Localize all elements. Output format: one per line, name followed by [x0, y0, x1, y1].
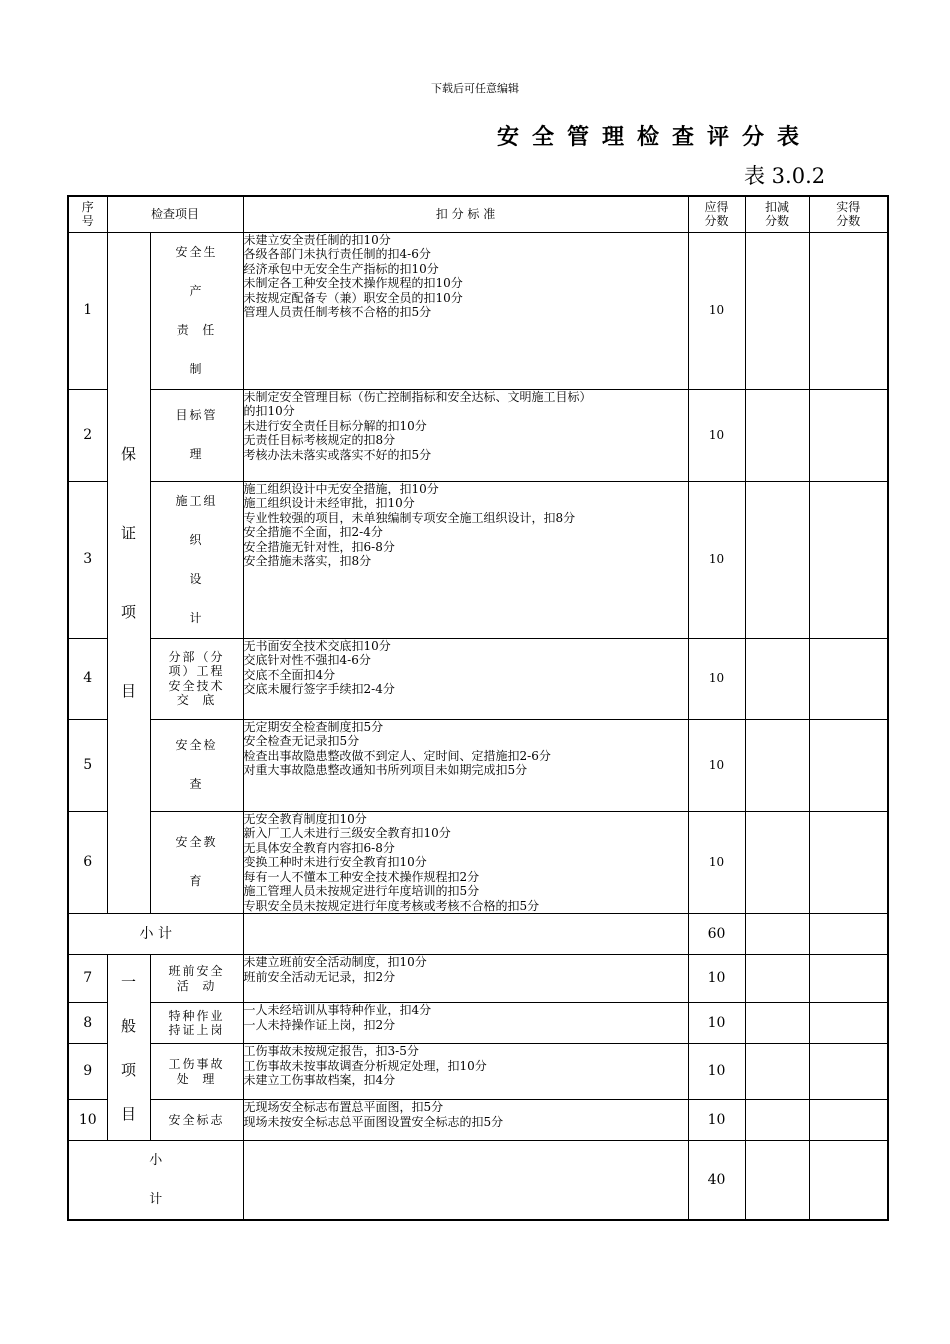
- group-label-char: 证: [120, 523, 136, 542]
- row-seq: 1: [68, 232, 107, 389]
- check-item-name: [150, 955, 243, 1003]
- deduction-criteria: [243, 1100, 688, 1141]
- check-item-name: [150, 719, 243, 811]
- criteria-line: 一人未持操作证上岗，扣2分: [243, 1017, 396, 1032]
- criteria-line: 交底针对性不强扣4-6分: [243, 653, 371, 667]
- check-item-line: 设: [189, 571, 204, 586]
- deduct-score: [745, 1100, 809, 1141]
- check-item-line: 处 理: [176, 1071, 217, 1086]
- criteria-line: 施工组织设计中无安全措施，扣10分: [243, 481, 439, 496]
- table-row: [68, 638, 888, 719]
- actual-score: [809, 955, 888, 1003]
- deduct-score: [745, 955, 809, 1003]
- check-item-line: 项）工程: [168, 664, 225, 678]
- check-item-line: 制: [189, 361, 204, 376]
- table-row: [68, 719, 888, 811]
- deduct-score: [745, 811, 809, 914]
- guarantee-items-body: [68, 232, 888, 914]
- actual-score: [809, 232, 888, 389]
- criteria-line: 交底未履行签字手续扣2-4分: [243, 682, 395, 696]
- check-item-line: 活 动: [176, 978, 217, 993]
- check-item-name: [150, 389, 243, 481]
- header-deduct-score: 扣减 分数: [745, 196, 809, 232]
- check-item-name: [150, 232, 243, 389]
- row-seq: 3: [68, 481, 107, 638]
- check-item-line: 工伤事故: [168, 1057, 225, 1071]
- document-title: 安全管理检查评分表: [497, 124, 813, 150]
- group-label-char: 保: [120, 444, 136, 463]
- group-label-char: 目: [120, 1104, 136, 1123]
- criteria-line: 现场未按安全标志总平面图设置安全标志的扣5分: [243, 1114, 504, 1129]
- general-items-body: [68, 955, 888, 1141]
- criteria-line: 未建立安全责任制的扣10分: [243, 232, 391, 247]
- criteria-line: 未建立工伤事故档案，扣4分: [243, 1073, 396, 1087]
- check-item-name: [150, 1003, 243, 1044]
- due-score: 10: [688, 811, 745, 914]
- due-score: 10: [688, 1100, 745, 1141]
- row-seq: 4: [68, 638, 107, 719]
- deduct-score: [745, 719, 809, 811]
- criteria-line: 安全措施不全面，扣2-4分: [243, 525, 383, 539]
- criteria-line: 未制定安全管理目标（伤亡控制指标和安全达标、文明施工目标）: [243, 389, 592, 404]
- criteria-line: 未制定各工种安全技术操作规程的扣10分: [243, 276, 463, 290]
- due-score: 10: [688, 481, 745, 638]
- criteria-line: 经济承包中无安全生产指标的扣10分: [243, 261, 439, 276]
- row-seq: 10: [68, 1100, 107, 1141]
- table-number: 表 3.0.2: [744, 164, 826, 188]
- actual-score: [809, 638, 888, 719]
- subtotal-a-criteria: [243, 914, 688, 955]
- group-label-char: 项: [120, 602, 136, 621]
- subtotal-b-deduct: [745, 1141, 809, 1221]
- row-seq: 2: [68, 389, 107, 481]
- deduction-criteria: [243, 232, 688, 389]
- criteria-line: 对重大事故隐患整改通知书所列项目未如期完成扣5分: [243, 763, 528, 777]
- actual-score: [809, 1003, 888, 1044]
- table-row: [68, 1003, 888, 1044]
- criteria-line: 管理人员责任制考核不合格的扣5分: [243, 305, 432, 319]
- criteria-line: 班前安全活动无记录，扣2分: [243, 969, 396, 984]
- subtotal-a-label: 小 计: [68, 914, 243, 955]
- table-header-row: [68, 196, 888, 232]
- group-label-general: [107, 955, 150, 1141]
- check-item-line: 施工组: [175, 493, 218, 508]
- check-item-name: [150, 811, 243, 914]
- header-seq: 序 号: [68, 196, 107, 232]
- table-row: [68, 481, 888, 638]
- deduct-score: [745, 1003, 809, 1044]
- criteria-line: 交底不全面扣4分: [243, 667, 336, 682]
- check-item-line: 分部（分: [168, 649, 225, 664]
- actual-score: [809, 811, 888, 914]
- header-criteria: 扣 分 标 准: [243, 196, 688, 232]
- criteria-line: 检查出事故隐患整改做不到定人、定时间、定措施扣2-6分: [243, 748, 551, 763]
- criteria-line: 安全措施无针对性，扣6-8分: [243, 539, 395, 554]
- subtotal-b-score: 40: [688, 1141, 745, 1221]
- check-item-name: [150, 1044, 243, 1100]
- deduct-score: [745, 481, 809, 638]
- table-row: [68, 232, 888, 389]
- criteria-line: 专业性较强的项目，未单独编制专项安全施工组织设计，扣8分: [243, 510, 576, 525]
- due-score: 10: [688, 955, 745, 1003]
- due-score: 10: [688, 1003, 745, 1044]
- criteria-line: 施工管理人员未按规定进行年度培训的扣5分: [243, 884, 480, 898]
- actual-score: [809, 389, 888, 481]
- check-item-line: 织: [189, 532, 204, 547]
- criteria-line: 安全措施未落实，扣8分: [243, 554, 372, 568]
- top-note: 下载后可任意编辑: [431, 82, 519, 95]
- header-due-score: 应得 分数: [688, 196, 745, 232]
- table-row: [68, 811, 888, 914]
- deduction-criteria: [243, 811, 688, 914]
- subtotal-a-actual: [809, 914, 888, 955]
- subtotal-a-row: [68, 914, 888, 955]
- criteria-line: 未建立班前安全活动制度，扣10分: [243, 955, 427, 969]
- subtotal-a-deduct: [745, 914, 809, 955]
- criteria-line: 考核办法未落实或落实不好的扣5分: [243, 447, 432, 462]
- check-item-name: [150, 638, 243, 719]
- check-item-line: 产: [189, 283, 204, 298]
- deduction-criteria: [243, 481, 688, 638]
- criteria-line: 安全检查无记录扣5分: [243, 734, 360, 748]
- table-row: [68, 389, 888, 481]
- due-score: 10: [688, 1044, 745, 1100]
- header-actual-score: 实得 分数: [809, 196, 888, 232]
- due-score: 10: [688, 389, 745, 481]
- check-item-line: 安全标志: [168, 1112, 225, 1127]
- criteria-line: 无安全教育制度扣10分: [243, 811, 367, 826]
- check-item-line: 目标管: [175, 408, 218, 422]
- check-item-line: 持证上岗: [168, 1023, 225, 1037]
- check-item-line: 安全教: [175, 835, 218, 850]
- criteria-line: 每有一人不懂本工种安全技术操作规程扣2分: [243, 869, 480, 884]
- criteria-line: 专职安全员未按规定进行年度考核或考核不合格的扣5分: [243, 898, 540, 913]
- subtotal-b-criteria: [243, 1141, 688, 1221]
- deduct-score: [745, 638, 809, 719]
- check-item-line: 特种作业: [168, 1008, 225, 1023]
- subtotal-b-label: 小 计: [68, 1141, 243, 1221]
- table-row: [68, 1100, 888, 1141]
- group-label-guarantee: [107, 232, 150, 914]
- criteria-line: 未进行安全责任目标分解的扣10分: [243, 418, 427, 433]
- criteria-line: 无现场安全标志布置总平面图，扣5分: [243, 1100, 444, 1114]
- row-seq: 9: [68, 1044, 107, 1100]
- subtotal-a-score: 60: [688, 914, 745, 955]
- deduct-score: [745, 1044, 809, 1100]
- due-score: 10: [688, 719, 745, 811]
- check-item-name: [150, 1100, 243, 1141]
- deduction-criteria: [243, 719, 688, 811]
- row-seq: 5: [68, 719, 107, 811]
- criteria-line: 施工组织设计未经审批，扣10分: [243, 496, 415, 510]
- criteria-line: 未按规定配备专（兼）职安全员的扣10分: [243, 290, 463, 305]
- criteria-line: 的扣10分: [243, 404, 295, 418]
- group-label-char: 目: [120, 681, 136, 700]
- deduction-criteria: [243, 1003, 688, 1044]
- group-label-char: 一: [120, 972, 136, 991]
- check-item-line: 育: [189, 874, 204, 889]
- actual-score: [809, 719, 888, 811]
- check-item-line: 安全生: [175, 244, 218, 259]
- row-seq: 6: [68, 811, 107, 914]
- subtotal-b-row: [68, 1141, 888, 1221]
- actual-score: [809, 1044, 888, 1100]
- criteria-line: 各级各部门未执行责任制的扣4-6分: [243, 247, 431, 261]
- criteria-line: 无定期安全检查制度扣5分: [243, 719, 384, 734]
- due-score: 10: [688, 638, 745, 719]
- check-item-line: 交 底: [176, 693, 217, 707]
- check-item-line: 查: [189, 777, 204, 791]
- group-label-char: 般: [120, 1016, 136, 1035]
- deduction-criteria: [243, 1044, 688, 1100]
- deduction-criteria: [243, 638, 688, 719]
- criteria-line: 无书面安全技术交底扣10分: [243, 638, 391, 653]
- due-score: 10: [688, 232, 745, 389]
- deduction-criteria: [243, 389, 688, 481]
- deduct-score: [745, 389, 809, 481]
- header-check-item: 检查项目: [107, 196, 243, 232]
- group-label-char: 项: [120, 1060, 136, 1079]
- check-item-line: 计: [189, 610, 204, 625]
- deduct-score: [745, 232, 809, 389]
- row-seq: 8: [68, 1003, 107, 1044]
- subtotal-b-actual: [809, 1141, 888, 1221]
- deduction-criteria: [243, 955, 688, 1003]
- criteria-line: 新入厂工人未进行三级安全教育扣10分: [243, 826, 451, 840]
- row-seq: 7: [68, 955, 107, 1003]
- score-table: [67, 195, 889, 1221]
- criteria-line: 无责任目标考核规定的扣8分: [243, 433, 396, 447]
- check-item-name: [150, 481, 243, 638]
- criteria-line: 工伤事故未按规定报告，扣3-5分: [243, 1044, 419, 1058]
- criteria-line: 变换工种时未进行安全教育扣10分: [243, 855, 427, 869]
- table-row: [68, 1044, 888, 1100]
- check-item-line: 责 任: [176, 322, 217, 337]
- check-item-line: 班前安全: [168, 964, 225, 978]
- check-item-line: 安全技术: [168, 678, 225, 693]
- check-item-line: 安全检: [175, 738, 218, 752]
- actual-score: [809, 1100, 888, 1141]
- criteria-line: 无具体安全教育内容扣6-8分: [243, 840, 395, 855]
- criteria-line: 一人未经培训从事特种作业，扣4分: [243, 1003, 432, 1017]
- check-item-line: 理: [189, 447, 204, 461]
- table-row: [68, 955, 888, 1003]
- criteria-line: 工伤事故未按事故调查分析规定处理，扣10分: [243, 1058, 487, 1073]
- actual-score: [809, 481, 888, 638]
